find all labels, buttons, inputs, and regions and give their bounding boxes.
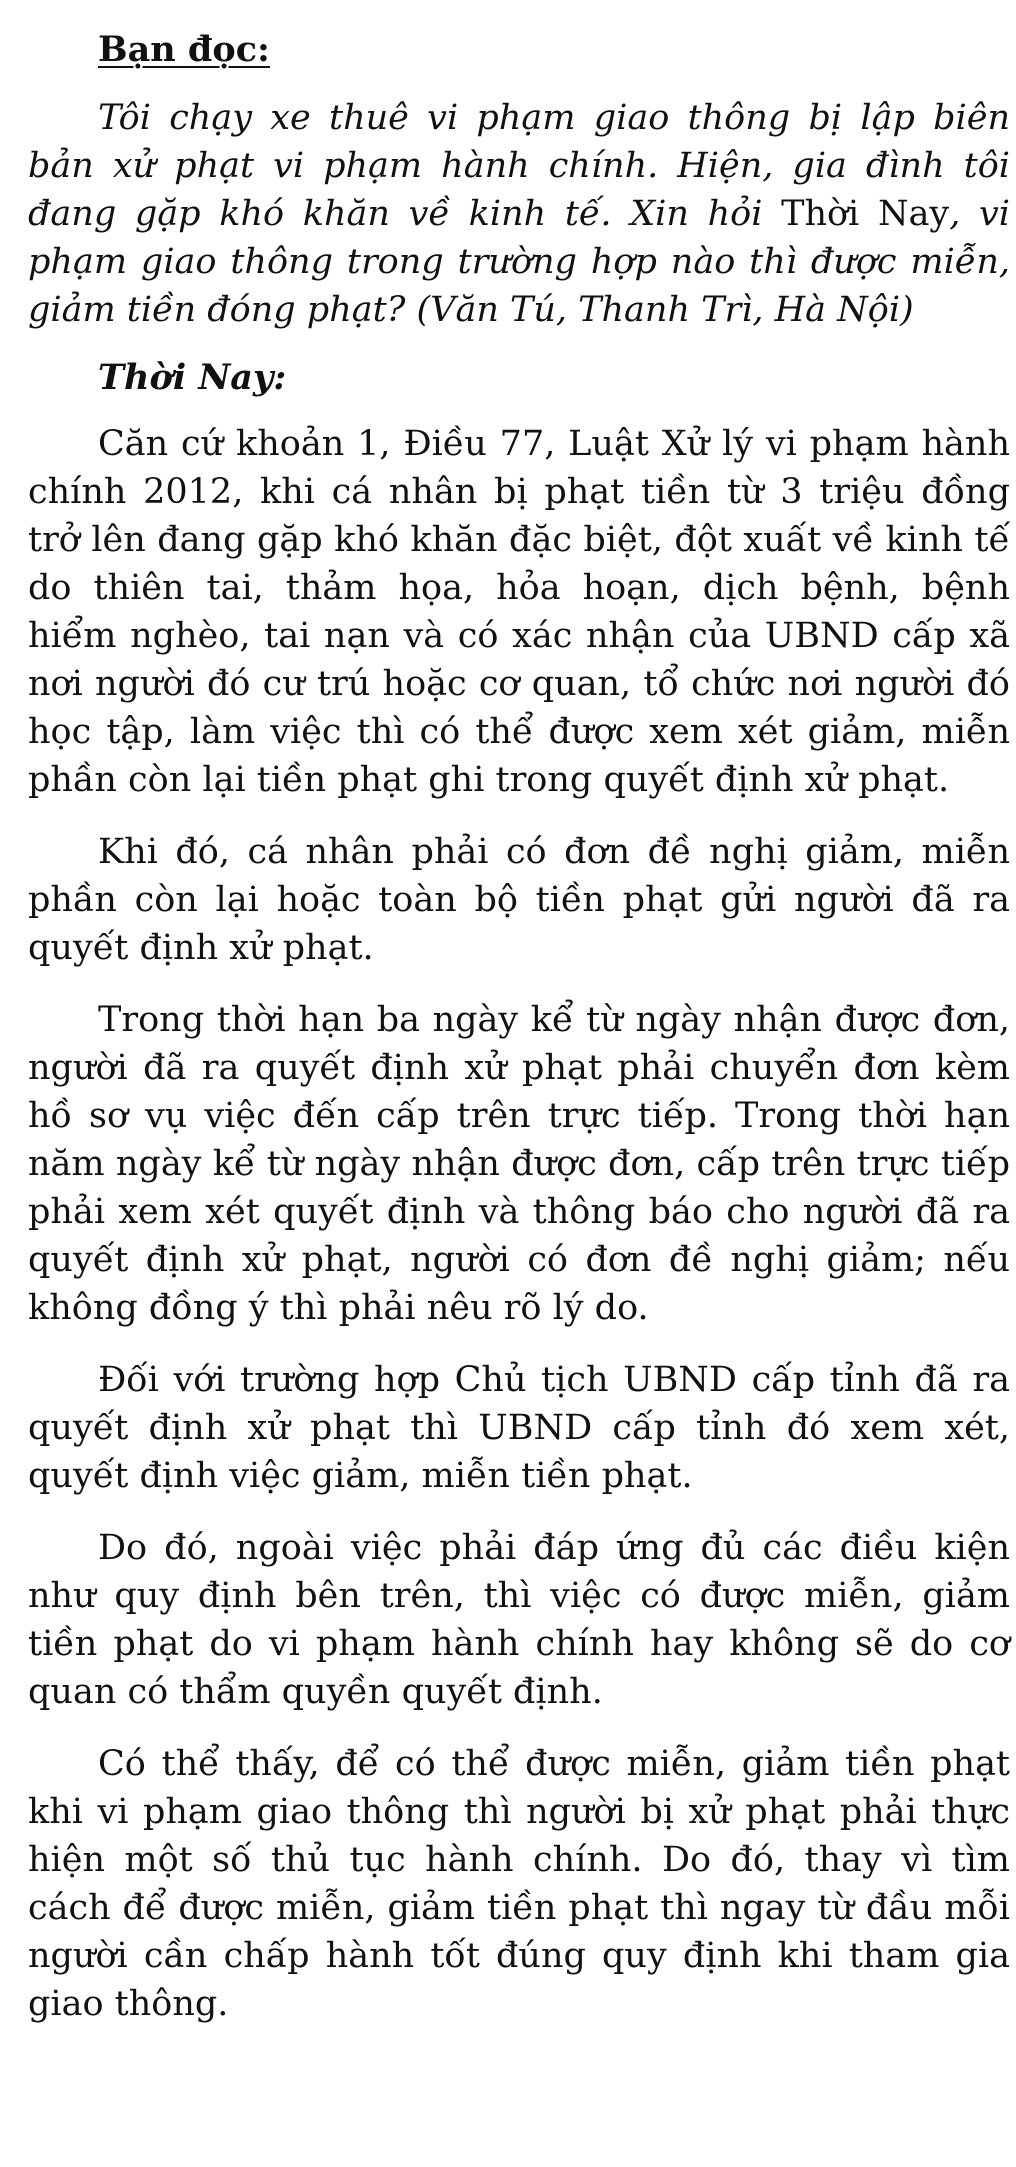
question-text-part2: , vi phạm giao thông trong trường hợp nào thì được miễn, giảm tiền đóng phạt? (Văn Tú, Thanh Trì, Hà Nội) <box>28 194 1011 330</box>
answer-paragraph-3: Trong thời hạn ba ngày kể từ ngày nhận được đơn, người đã ra quyết định xử phạt phải chuyển đơn kèm hồ sơ vụ việc đến cấp trên trực tiếp. Trong thời hạn năm ngày kể từ ngày nhận được đơn, cấp trên trực tiếp phải xem xét quyết định và thông báo cho người đã ra quyết định xử phạt, người có đơn đề nghị giảm; nếu không đồng ý thì phải nêu rõ lý do. <box>28 1000 1010 1328</box>
answer-paragraph-4: Đối với trường hợp Chủ tịch UBND cấp tỉnh đã ra quyết định xử phạt thì UBND cấp tỉnh đó xem xét, quyết định việc giảm, miễn tiền phạt. <box>28 1360 1010 1496</box>
answer-label: Thời Nay: <box>98 357 287 398</box>
answer-paragraph-2: Khi đó, cá nhân phải có đơn đề nghị giảm, miễn phần còn lại hoặc toàn bộ tiền phạt gửi người đã ra quyết định xử phạt. <box>28 832 1010 968</box>
reader-label: Bạn đọc: <box>98 29 270 70</box>
publication-name: Thời Nay <box>781 194 950 234</box>
question-text-part1: Tôi chạy xe thuê vi phạm giao thông bị lập biên bản xử phạt vi phạm hành chính. Hiện, gia đình tôi đang gặp khó khăn về kinh tế. Xin hỏi <box>28 98 1010 234</box>
answer-paragraph-6: Có thể thấy, để có thể được miễn, giảm tiền phạt khi vi phạm giao thông thì người bị xử phạt phải thực hiện một số thủ tục hành chính. Do đó, thay vì tìm cách để được miễn, giảm tiền phạt thì ngay từ đầu mỗi người cần chấp hành tốt đúng quy định khi tham gia giao thông. <box>28 1744 1010 2024</box>
answer-body <box>28 420 1010 2028</box>
reader-question <box>28 94 1010 334</box>
answer-paragraph-5: Do đó, ngoài việc phải đáp ứng đủ các điều kiện như quy định bên trên, thì việc có được miễn, giảm tiền phạt do vi phạm hành chính hay không sẽ do cơ quan có thẩm quyền quyết định. <box>28 1528 1010 1712</box>
answer-paragraph-1: Căn cứ khoản 1, Điều 77, Luật Xử lý vi phạm hành chính 2012, khi cá nhân bị phạt tiền từ 3 triệu đồng trở lên đang gặp khó khăn đặc biệt, đột xuất về kinh tế do thiên tai, thảm họa, hỏa hoạn, dịch bệnh, bệnh hiểm nghèo, tai nạn và có xác nhận của UBND cấp xã nơi người đó cư trú hoặc cơ quan, tổ chức nơi người đó học tập, làm việc thì có thể được xem xét giảm, miễn phần còn lại tiền phạt ghi trong quyết định xử phạt. <box>28 424 1010 800</box>
